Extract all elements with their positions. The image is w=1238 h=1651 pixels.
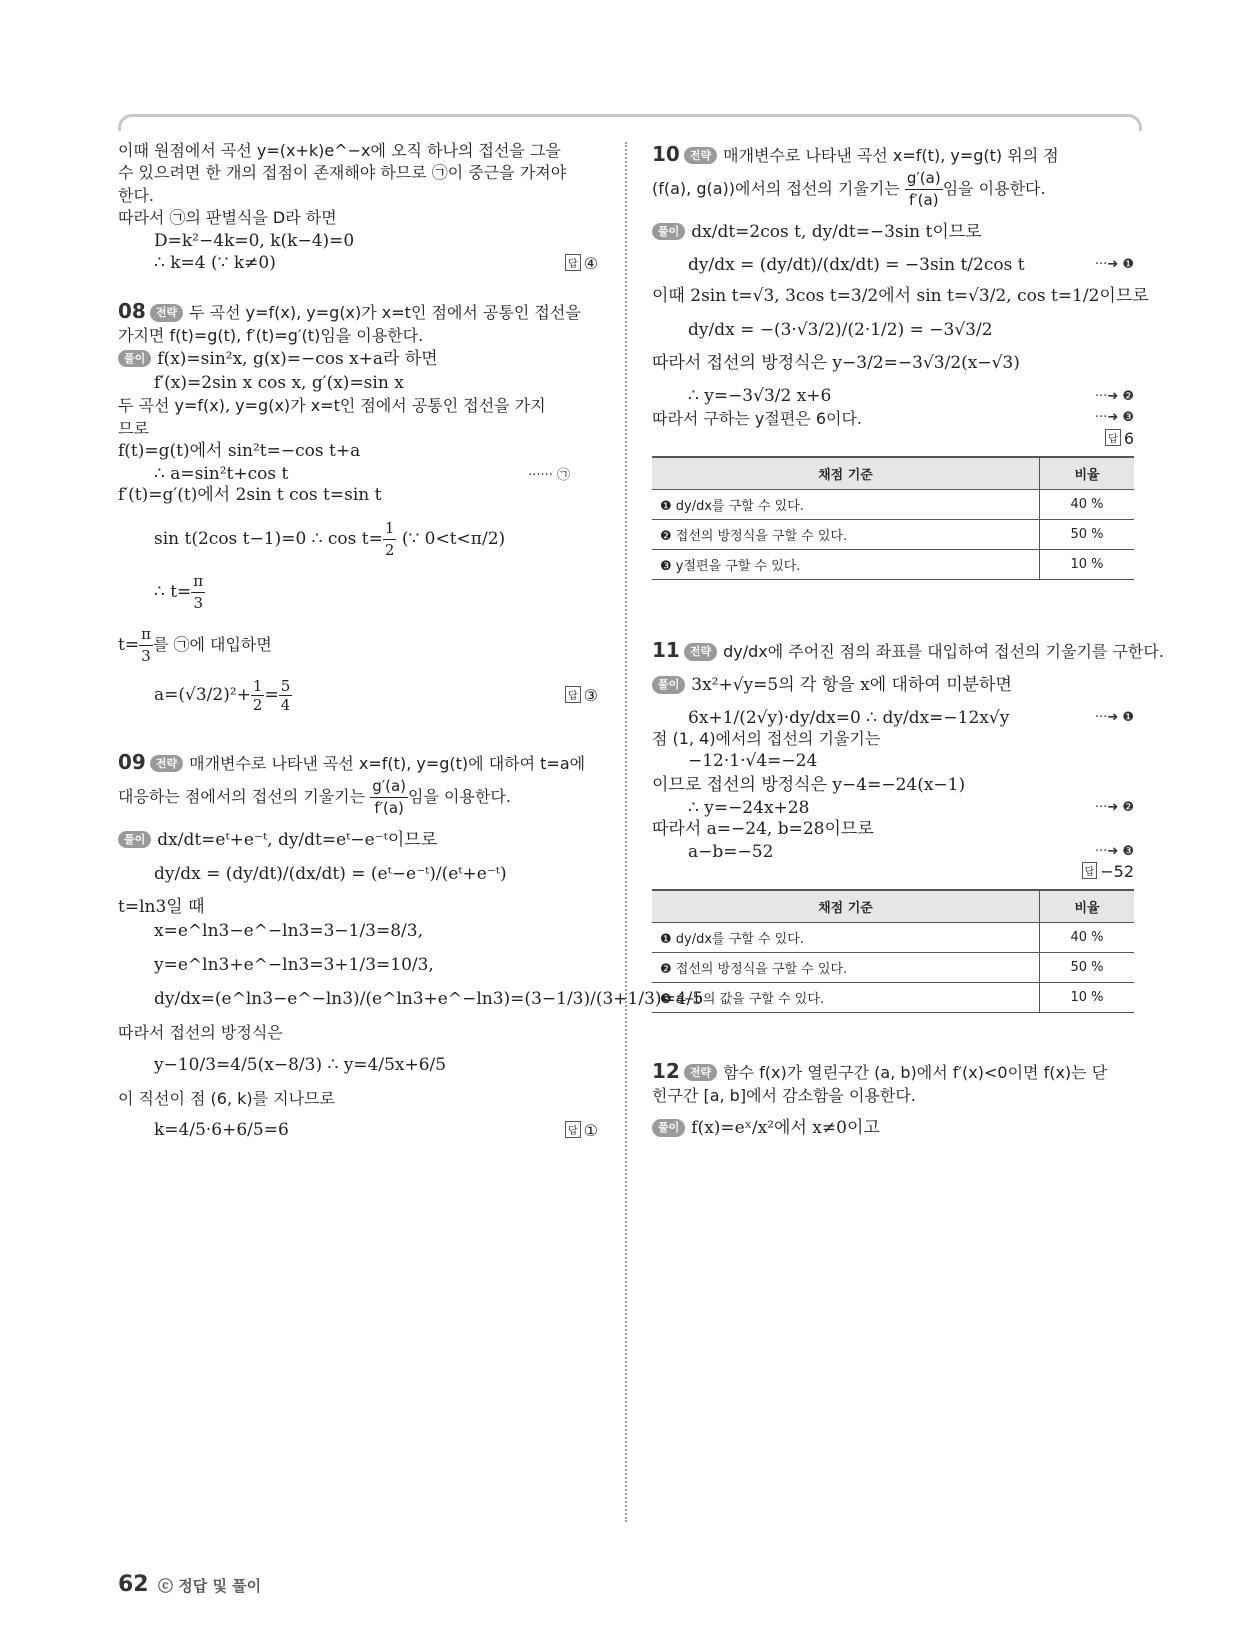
table-header-criteria: 채점 기준 [652,457,1040,490]
footer-text: ⓒ 정답 및 풀이 [158,1577,262,1595]
p08-line-7: f′(t)=g′(t)에서 2sin t cos t=sin t [118,484,382,505]
p11-answer-row [652,862,1134,881]
problem-10 [652,140,1149,580]
table-row: ❸ a−b의 값을 구할 수 있다. 10 % [652,982,1134,1012]
p09-line-1: 풀이 dx/dt=eᵗ+e⁻ᵗ, dy/dt=eᵗ−e⁻ᵗ이므로 [118,829,598,853]
p09-answer: 답 ① [565,1121,598,1140]
p08-line-6-row [118,464,598,484]
p08-frac-t2: $\frac{\pi}{3}$ [141,624,151,665]
p11-line-2-row [652,708,1134,728]
p10-strategy-frac: $\frac{g'(a)}{f'(a)}$ [906,169,941,209]
p10-mark-2: ···➜ ❷ [1094,388,1134,404]
p10-strategy-label: 전략 [684,147,717,164]
top-rounded-bar [118,114,1142,131]
p11-line-8-row [652,842,1134,862]
p08-frac-half: $\frac{1}{2}$ [252,676,263,714]
p09-line-5: y=e^ln3+e^−ln3=3+1/3=10/3, [154,954,434,975]
table-row: ❷ 접선의 방정식을 구할 수 있다. 50 % [652,952,1134,982]
p10-line-3: 이때 2sin t=√3, 3cos t=3/2에서 sin t=√3/2, cos t=1/2이므로 [652,285,1149,306]
table-row: ❸ y절편을 구할 수 있다. 10 % [652,550,1134,580]
p09-line-3: t=ln3일 때 [118,897,205,918]
p09-number: 09 [118,749,146,774]
p08-line-4: 므로 [118,418,149,438]
p10-line-2-row [652,255,1134,275]
table-row: ❶ dy/dx를 구할 수 있다. 40 % [652,922,1134,952]
p10-solution-label: 풀이 [652,223,685,240]
p10-number: 10 [652,142,680,166]
p08-strategy-label: 전략 [150,304,183,321]
p08-strategy-line-2: 가지면 f(t)=g(t), f′(t)=g′(t)임을 이용한다. [118,326,424,346]
p12-solution-label: 풀이 [652,1119,685,1136]
answer-box-icon: 답 [1105,429,1121,446]
p08-line-6: ∴ a=sin²t+cos t [154,463,289,484]
p09-strategy-frac: $\frac{g'(a)}{f'(a)}$ [372,776,407,817]
p11-strategy-label: 전략 [684,643,717,660]
p08-strategy-line-1: 08 전략 두 곡선 y=f(x), y=g(x)가 x=t인 점에서 공통인 접선을 [118,299,581,324]
p08-number: 08 [118,299,146,324]
p09-line-10: k=4/5·6+6/5=6 [154,1120,289,1141]
p09-line-7: 따라서 접선의 방정식은 [118,1022,283,1042]
intro-equation-1: D=k²−4k=0, k(k−4)=0 [154,230,355,251]
table-header-row [652,890,1134,923]
p10-line-1: 풀이 dx/dt=2cos t, dy/dt=−3sin t이므로 [652,221,1134,245]
p11-line-6: ∴ y=−24x+28 [688,797,810,818]
p09-line-6: dy/dx=(e^ln3−e^−ln3)/(e^ln3+e^−ln3)=(3−1/3)/(3+1/3)=4/5 [154,988,704,1009]
p08-line-2: f′(x)=2sin x cos x, g′(x)=sin x [154,372,404,393]
p11-number: 11 [652,638,680,663]
table-row: ❶ dy/dx를 구할 수 있다. 40 % [652,490,1134,520]
table-header-row [652,457,1134,490]
p10-line-7-row [652,406,1134,429]
p08-line-11-row [118,677,598,714]
p09-line-8: y−10/3=4/5(x−8/3) ∴ y=4/5x+6/5 [154,1054,447,1075]
p11-line-1: 풀이 3x²+√y=5의 각 항을 x에 대하여 미분하면 [652,674,1134,698]
problem-08 [118,297,598,713]
intro-answer: 답 ④ [565,254,598,273]
intro-section [118,140,598,273]
p10-mark-3: ···➜ ❸ [1094,410,1134,426]
problem-11 [652,636,1164,1013]
p08-solution-label: 풀이 [118,350,151,367]
p08-line-10: t= $\frac{\pi}{3}$ 를 ㉠에 대입하면 [118,624,272,665]
p08-line-8: sin t(2cos t−1)=0 ∴ cos t= $\frac{1}{2}$ (∵ 0<t<π/2) [154,518,506,559]
p10-line-4: dy/dx = −(3·√3/2)/(2·1/2) = −3√3/2 [688,319,993,340]
p08-line-1: 풀이 f(x)=sin²x, g(x)=−cos x+a라 하면 [118,348,598,372]
p12-strategy-label: 전략 [684,1064,717,1081]
p12-number: 12 [652,1058,680,1083]
p08-mark-1: ······ ㉠ [528,468,570,484]
p11-strategy-line-1: 11 전략 dy/dx에 주어진 점의 좌표를 대입하여 접선의 기울기를 구한다. [652,638,1164,663]
p10-answer: 답 6 [1105,429,1134,448]
p08-line-5: f(t)=g(t)에서 sin²t=−cos t+a [118,441,361,462]
answer-box-icon: 답 [565,1121,581,1138]
intro-line-4: 따라서 ㉠의 판별식을 D라 하면 [118,208,337,228]
p09-line-2: dy/dx = (dy/dt)/(dx/dt) = (eᵗ−e⁻ᵗ)/(eᵗ+e⁻ᵗ) [154,863,507,884]
p10-strategy-line-1: 10 전략 매개변수로 나타낸 곡선 x=f(t), y=g(t) 위의 점 [652,142,1059,166]
problem-12 [652,1057,1134,1141]
intro-equation-2-row [118,253,598,273]
intro-equation-2: ∴ k=4 (∵ k≠0) [154,253,276,274]
intro-line-3: 한다. [118,185,154,205]
table-header-ratio: 비율 [1040,457,1135,490]
p08-line-11: a=(√3/2)²+ $\frac{1}{2}$ = $\frac{5}{4}$ [154,676,291,714]
p10-grading-table [652,456,1134,580]
p10-line-7: 따라서 구하는 y절편은 6이다. [652,409,863,429]
p10-strategy-line-2: (f(a), g(a))에서의 접선의 기울기는 $\frac{g'(a)}{f'(a)}$ 임을 이용한다. [652,169,1046,209]
p11-line-6-row [652,798,1134,818]
intro-line-1: 이때 원점에서 곡선 y=(x+k)e^−x에 오직 하나의 접선을 그을 [118,141,561,160]
p09-strategy-line-2: 대응하는 점에서의 접선의 기울기는 $\frac{g'(a)}{f'(a)}$ 임을 이용한다. [118,776,511,817]
p10-line-6: ∴ y=−3√3/2 x+6 [688,386,832,407]
answer-box-icon: 답 [1082,862,1098,879]
p09-line-10-row [118,1120,598,1140]
table-header-criteria: 채점 기준 [652,890,1040,923]
table-header-ratio: 비율 [1040,890,1135,923]
answer-box-icon: 답 [565,686,581,703]
p09-line-4: x=e^ln3−e^−ln3=3−1/3=8/3, [154,921,424,942]
p11-line-7: 따라서 a=−24, b=28이므로 [652,818,874,839]
p11-line-4: −12·1·√4=−24 [688,751,818,772]
p09-line-9: 이 직선이 점 (6, k)를 지나므로 [118,1088,336,1108]
p08-answer: 답 ③ [565,686,598,705]
page-footer [118,1572,261,1597]
p10-line-5: 따라서 접선의 방정식은 y−3/2=−3√3/2(x−√3) [652,353,1020,374]
p11-grading-table [652,889,1134,1013]
p11-mark-3: ···➜ ❸ [1094,844,1134,860]
p11-solution-label: 풀이 [652,676,685,693]
column-divider [625,142,627,1522]
p11-line-2: 6x+1/(2√y)·dy/dx=0 ∴ dy/dx=−12x√y [688,707,1010,728]
p12-strategy-line-2: 힌구간 [a, b]에서 감소함을 이용한다. [652,1085,916,1105]
p11-mark-2: ···➜ ❷ [1094,800,1134,816]
p10-answer-row [652,429,1134,448]
p12-line-1: 풀이 f(x)=eˣ/x²에서 x≠0이고 [652,1117,1134,1141]
p08-line-9: ∴ t= $\frac{\pi}{3}$ [154,571,204,612]
p08-frac-cos: $\frac{1}{2}$ [384,518,395,559]
p10-mark-1: ···➜ ❶ [1094,257,1134,273]
p08-frac-t: $\frac{\pi}{3}$ [193,571,204,612]
p10-line-2: dy/dx = (dy/dt)/(dx/dt) = −3sin t/2cos t [688,254,1025,275]
p10-line-6-row [652,386,1134,406]
page-number: 62 [118,1572,149,1597]
p11-mark-1: ···➜ ❶ [1094,710,1134,726]
p11-line-3: 점 (1, 4)에서의 접선의 기울기는 [652,728,881,748]
table-row: ❷ 접선의 방정식을 구할 수 있다. 50 % [652,520,1134,550]
p11-line-8: a−b=−52 [688,841,774,862]
p08-line-3: 두 곡선 y=f(x), y=g(x)가 x=t인 점에서 공통인 접선을 가지 [118,396,546,416]
p09-solution-label: 풀이 [118,831,151,848]
p11-line-5: 이므로 접선의 방정식은 y−4=−24(x−1) [652,775,966,796]
p09-strategy-line-1: 09 전략 매개변수로 나타낸 곡선 x=f(t), y=g(t)에 대하여 t=a에 [118,749,586,774]
p11-answer: 답 −52 [1082,862,1134,881]
p09-strategy-label: 전략 [150,755,183,772]
p12-strategy-line-1: 12 전략 함수 f(x)가 열린구간 (a, b)에서 f′(x)<0이면 f(x)는 닫 [652,1058,1108,1083]
intro-line-2: 수 있으려면 한 개의 접점이 존재해야 하므로 ㉠이 중근을 가져야 [118,163,567,183]
p08-frac-five-fourths: $\frac{5}{4}$ [280,676,291,714]
right-column [652,140,1164,1141]
answer-box-icon: 답 [565,254,581,271]
